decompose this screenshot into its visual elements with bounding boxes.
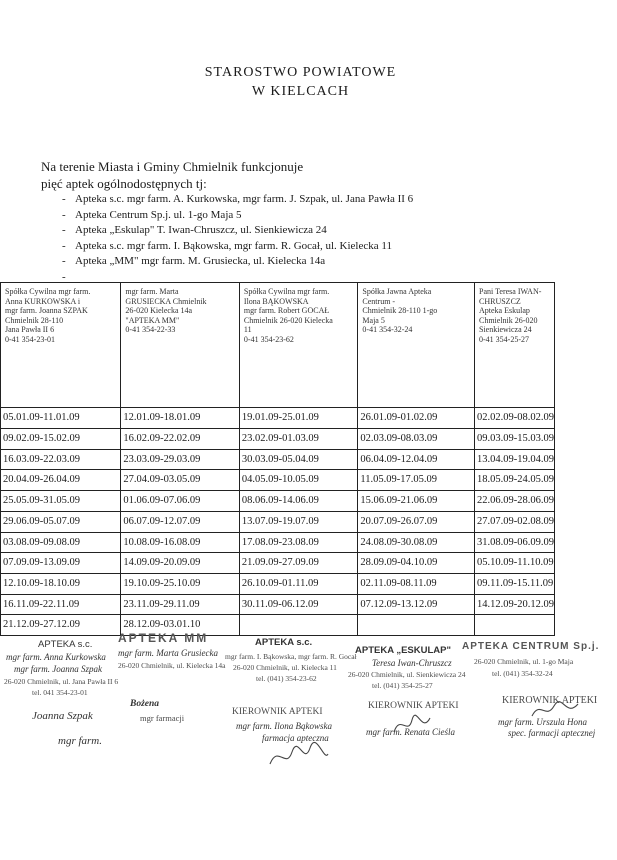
duty-period-cell: 29.06.09-05.07.09 bbox=[1, 511, 121, 532]
duty-period-cell: 01.06.09-07.06.09 bbox=[121, 491, 240, 512]
stamp-1-signature-title: mgr farm. bbox=[58, 735, 103, 747]
stamp-1-line: mgr farm. Joanna Szpak bbox=[14, 664, 102, 674]
pharmacy-header-line: Jana Pawła II 6 bbox=[5, 325, 55, 335]
duty-period-cell: 09.02.09-15.02.09 bbox=[1, 429, 121, 450]
table-row bbox=[1, 553, 555, 574]
signature-scribble-icon bbox=[530, 698, 580, 722]
stamp-5-title: APTEKA CENTRUM Sp.j. bbox=[462, 641, 600, 652]
stamp-4-title: APTEKA „ESKULAP" bbox=[355, 645, 451, 656]
duty-period-cell: 16.11.09-22.11.09 bbox=[1, 594, 121, 615]
duty-period-cell: 15.06.09-21.06.09 bbox=[358, 491, 475, 512]
stamp-4-heading: KIEROWNIK APTEKI bbox=[368, 701, 459, 711]
duty-period-cell: 16.02.09-22.02.09 bbox=[121, 429, 240, 450]
duty-period-cell: 16.03.09-22.03.09 bbox=[1, 449, 121, 470]
duty-period-cell: 27.07.09-02.08.09 bbox=[475, 511, 555, 532]
duty-period-cell: 02.03.09-08.03.09 bbox=[358, 429, 475, 450]
signature-scribble-icon bbox=[268, 740, 330, 772]
pharmacy-list bbox=[62, 192, 413, 285]
stamp-5-line: tel. (041) 354-32-24 bbox=[492, 669, 553, 678]
duty-period-cell: 06.04.09-12.04.09 bbox=[358, 449, 475, 470]
stamp-2-signature: Bożena bbox=[130, 699, 160, 709]
duty-period-cell: 12.10.09-18.10.09 bbox=[1, 573, 121, 594]
stamp-1-line: 26-020 Chmielnik, ul. Jana Pawła II 6 bbox=[4, 677, 119, 686]
signature-scribble-icon bbox=[392, 712, 432, 738]
pharmacy-header-line: 0-41 354-23-62 bbox=[243, 334, 294, 344]
pharmacy-list-item: - Apteka s.c. mgr farm. I. Bąkowska, mgr farm. R. Gocał, ul. Kielecka 11 bbox=[62, 239, 413, 255]
pharmacy-list-item: - Apteka „Eskulap" T. Iwan-Chruszcz, ul. Sienkiewicza 24 bbox=[62, 223, 413, 239]
duty-period-cell: 22.06.09-28.06.09 bbox=[475, 491, 555, 512]
stamp-5-heading: KIEROWNIK APTEKI bbox=[502, 695, 598, 706]
table-row bbox=[1, 594, 555, 615]
pharmacy-header-line: Apteka Eskulap bbox=[479, 306, 530, 316]
duty-period-cell: 28.09.09-04.10.09 bbox=[358, 553, 475, 574]
duty-period-cell: 09.11.09-15.11.09 bbox=[475, 573, 555, 594]
duty-period-cell: 20.07.09-26.07.09 bbox=[358, 511, 475, 532]
pharmacy-header-line: Spółka Cywilna mgr farm. bbox=[243, 287, 330, 296]
duty-period-cell: 07.09.09-13.09.09 bbox=[1, 553, 121, 574]
duty-period-cell: 19.10.09-25.10.09 bbox=[121, 573, 240, 594]
pharmacy-header-cell bbox=[475, 283, 555, 408]
stamp-5-name: mgr farm. Urszula Hona bbox=[498, 717, 588, 727]
duty-period-cell: 13.07.09-19.07.09 bbox=[239, 511, 358, 532]
intro-line-2: pięć aptek ogólnodostępnych tj: bbox=[41, 176, 207, 191]
stamp-3-line: tel. (041) 354-23-62 bbox=[256, 674, 317, 683]
table-header-row bbox=[1, 283, 555, 408]
intro-paragraph bbox=[41, 158, 303, 192]
duty-period-cell: 05.01.09-11.01.09 bbox=[1, 408, 121, 429]
stamps-area bbox=[0, 632, 617, 782]
duty-period-cell: 21.09.09-27.09.09 bbox=[239, 553, 358, 574]
duty-period-cell: 10.08.09-16.08.09 bbox=[121, 532, 240, 553]
pharmacy-header-line: Centrum - bbox=[362, 296, 396, 306]
stamp-4-line: 26-020 Chmielnik, ul. Sienkiewicza 24 bbox=[348, 670, 466, 679]
duty-period-cell: 23.02.09-01.03.09 bbox=[239, 429, 358, 450]
duty-period-cell: 18.05.09-24.05.09 bbox=[475, 470, 555, 491]
stamp-1-line: tel. 041 354-23-01 bbox=[32, 688, 88, 697]
pharmacy-list-item: - Apteka s.c. mgr farm. A. Kurkowska, mgr farm. J. Szpak, ul. Jana Pawła II 6 bbox=[62, 192, 413, 208]
pharmacy-header-line: Sienkiewicza 24 bbox=[479, 325, 532, 335]
duty-period-cell: 23.03.09-29.03.09 bbox=[121, 449, 240, 470]
pharmacy-header-line: 11 bbox=[243, 325, 252, 335]
pharmacy-header-cell bbox=[121, 283, 240, 408]
table-row bbox=[1, 573, 555, 594]
pharmacy-header-line: Spółka Jawna Apteka bbox=[362, 287, 432, 296]
pharmacy-header-line: 0-41 354-23-01 bbox=[5, 334, 55, 344]
stamp-4-line: tel. (041) 354-25-27 bbox=[372, 681, 433, 690]
pharmacy-header-line: Chmielnik 28-110 1-go bbox=[362, 306, 438, 316]
pharmacy-header-line: CHRUSZCZ bbox=[479, 296, 521, 306]
duty-period-cell: 24.08.09-30.08.09 bbox=[358, 532, 475, 553]
duty-period-cell: 11.05.09-17.05.09 bbox=[358, 470, 475, 491]
table-row bbox=[1, 470, 555, 491]
duty-period-cell: 30.03.09-05.04.09 bbox=[239, 449, 358, 470]
pharmacy-list-item: - Apteka „MM" mgr farm. M. Grusiecka, ul. Kielecka 14a bbox=[62, 254, 413, 270]
stamp-4-name: mgr farm. Renata Cieśla bbox=[366, 727, 455, 737]
pharmacy-header-line: Spółka Cywilna mgr farm. bbox=[5, 287, 91, 296]
duty-period-cell: 04.05.09-10.05.09 bbox=[239, 470, 358, 491]
pharmacy-header-line: Chmielnik 26-020 Kielecka bbox=[243, 315, 333, 325]
duty-period-cell: 02.02.09-08.02.09 bbox=[475, 408, 555, 429]
pharmacy-header-line: 0-41 354-22-33 bbox=[125, 325, 176, 335]
duty-period-cell: 21.12.09-27.12.09 bbox=[1, 615, 121, 636]
pharmacy-header-line: 26-020 Kielecka 14a bbox=[125, 306, 193, 316]
stamp-3-line: mgr farm. I. Bąkowska, mgr farm. R. Gocał bbox=[225, 652, 357, 661]
duty-period-cell: 19.01.09-25.01.09 bbox=[239, 408, 358, 429]
stamp-1-signature: Joanna Szpak bbox=[32, 710, 93, 722]
duty-period-cell: 17.08.09-23.08.09 bbox=[239, 532, 358, 553]
duty-period-cell: 12.01.09-18.01.09 bbox=[121, 408, 240, 429]
stamp-2-title: APTEKA MM bbox=[118, 631, 209, 645]
pharmacy-header-line: Anna KURKOWSKA i bbox=[5, 296, 81, 306]
pharmacy-header-line: 0-41 354-32-24 bbox=[362, 325, 413, 335]
pharmacy-header-cell bbox=[239, 283, 358, 408]
duty-period-cell: 06.07.09-12.07.09 bbox=[121, 511, 240, 532]
duty-period-cell: 20.04.09-26.04.09 bbox=[1, 470, 121, 491]
pharmacy-header-line: mgr farm. Joanna SZPAK bbox=[5, 306, 88, 316]
pharmacy-header-line: Maja 5 bbox=[362, 315, 385, 325]
duty-period-cell: 26.10.09-01.11.09 bbox=[239, 573, 358, 594]
duty-period-cell: 28.12.09-03.01.10 bbox=[121, 615, 240, 636]
pharmacy-header-line: mgr farm. Robert GOCAŁ bbox=[243, 306, 330, 316]
duty-period-cell: 14.09.09-20.09.09 bbox=[121, 553, 240, 574]
duty-period-cell: 30.11.09-06.12.09 bbox=[239, 594, 358, 615]
stamp-3-name: mgr farm. Ilona Bąkowska bbox=[236, 721, 332, 731]
duty-period-cell: 09.03.09-15.03.09 bbox=[475, 429, 555, 450]
duty-period-cell: 27.04.09-03.05.09 bbox=[121, 470, 240, 491]
document-title: STAROSTWO POWIATOWE bbox=[204, 65, 397, 80]
pharmacy-header-line: 0-41 354-25-27 bbox=[479, 334, 529, 344]
stamp-1-title: APTEKA s.c. bbox=[38, 639, 93, 650]
duty-period-cell: 05.10.09-11.10.09 bbox=[475, 553, 555, 574]
stamp-3-role: farmacja apteczna bbox=[262, 733, 329, 743]
duty-period-cell: 31.08.09-06.09.09 bbox=[475, 532, 555, 553]
duty-period-cell: 03.08.09-09.08.09 bbox=[1, 532, 121, 553]
pharmacy-header-cell bbox=[358, 283, 475, 408]
stamp-2-line: 26-020 Chmielnik, ul. Kielecka 14a bbox=[118, 661, 226, 670]
duty-period-cell: 26.01.09-01.02.09 bbox=[358, 408, 475, 429]
table-row bbox=[1, 532, 555, 553]
duty-period-cell: 08.06.09-14.06.09 bbox=[239, 491, 358, 512]
pharmacy-header-line: Chmielnik 28-110 bbox=[5, 315, 64, 325]
pharmacy-header-line: "APTEKA MM" bbox=[125, 315, 180, 325]
stamp-2-line: mgr farm. Marta Grusiecka bbox=[118, 648, 218, 658]
pharmacy-header-line: GRUSIECKA Chmielnik bbox=[125, 296, 207, 306]
stamp-3-heading: KIEROWNIK APTEKI bbox=[232, 707, 323, 717]
duty-period-cell: 13.04.09-19.04.09 bbox=[475, 449, 555, 470]
duty-schedule-table bbox=[0, 282, 555, 636]
duty-period-cell: 14.12.09-20.12.09 bbox=[475, 594, 555, 615]
pharmacy-header-line: Chmielnik 26-020 bbox=[479, 315, 538, 325]
pharmacy-header-line: mgr farm. Marta bbox=[125, 287, 179, 296]
pharmacy-list-item: - Apteka Centrum Sp.j. ul. 1-go Maja 5 bbox=[62, 208, 413, 224]
intro-line-1: Na terenie Miasta i Gminy Chmielnik funkcjonuje bbox=[41, 159, 304, 174]
stamp-4-line: Teresa Iwan-Chruszcz bbox=[372, 658, 452, 668]
table-row bbox=[1, 408, 555, 429]
stamp-5-role: spec. farmacji aptecznej bbox=[508, 728, 596, 738]
stamp-3-title: APTEKA s.c. bbox=[255, 637, 313, 648]
pharmacy-header-line: Pani Teresa IWAN- bbox=[479, 287, 542, 296]
stamp-5-line: 26-020 Chmielnik, ul. 1-go Maja bbox=[474, 657, 574, 666]
pharmacy-header-cell bbox=[1, 283, 121, 408]
table-row bbox=[1, 491, 555, 512]
pharmacy-header-line: Ilona BĄKOWSKA bbox=[243, 296, 309, 306]
table-row bbox=[1, 449, 555, 470]
stamp-3-line: 26-020 Chmielnik, ul. Kielecka 11 bbox=[233, 663, 337, 672]
duty-period-cell: 23.11.09-29.11.09 bbox=[121, 594, 240, 615]
stamp-2-role: mgr farmacji bbox=[140, 713, 185, 723]
table-row bbox=[1, 511, 555, 532]
duty-period-cell: 25.05.09-31.05.09 bbox=[1, 491, 121, 512]
table-row bbox=[1, 429, 555, 450]
stamp-1-line: mgr farm. Anna Kurkowska bbox=[6, 652, 106, 662]
duty-period-cell: 07.12.09-13.12.09 bbox=[358, 594, 475, 615]
duty-period-cell: 02.11.09-08.11.09 bbox=[358, 573, 475, 594]
document-subtitle: W KIELCACH bbox=[251, 84, 350, 99]
